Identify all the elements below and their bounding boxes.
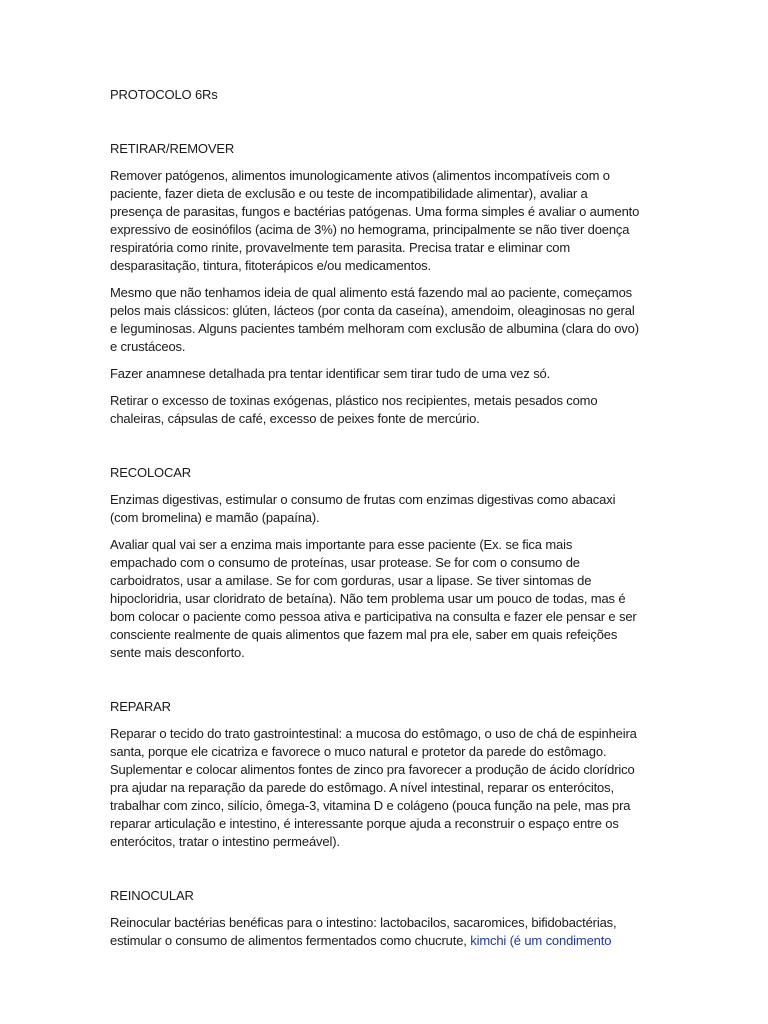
section-heading: REPARAR <box>110 699 171 714</box>
section-retirar-remover <box>110 140 640 428</box>
paragraph: Retirar o excesso de toxinas exógenas, plástico nos recipientes, metais pesados como chaleiras, cápsulas de café, excesso de peixes fonte de mercúrio. <box>110 393 598 426</box>
paragraph: Mesmo que não tenhamos ideia de qual alimento está fazendo mal ao paciente, começamos pelos mais clássicos: glúten, lácteos (por conta da caseína), amendoim, oleaginosas no geral e leguminosas. Alguns pacientes também melhoram com exclusão de albumina (clara do ovo) e crustáceos. <box>110 285 639 354</box>
section-reinocular <box>110 887 640 950</box>
document-page <box>110 86 640 959</box>
paragraph: Fazer anamnese detalhada pra tentar identificar sem tirar tudo de uma vez só. <box>110 366 551 381</box>
paragraph: Remover patógenos, alimentos imunologicamente ativos (alimentos incompatíveis com o paciente, fazer dieta de exclusão e ou teste de incompatibilidade alimentar), avaliar a presença de parasitas, fungos e bactérias patógenas. Uma forma simples é avaliar o aumento expressivo de eosinófilos (acima de 3%) no hemograma, principalmente se não tiver doença respiratória como rinite, provavelmente tem parasita. Precisa tratar e eliminar com desparasitação, tintura, fitoterápicos e/ou medicamentos. <box>110 168 640 273</box>
section-recolocar <box>110 464 640 662</box>
paragraph-text: Reinocular bactérias benéficas para o intestino: lactobacilos, sacaromices, bifidobactérias, estimular o consumo de alimentos fermentados como chucrute, <box>110 915 617 948</box>
paragraph: Avaliar qual vai ser a enzima mais importante para esse paciente (Ex. se fica mais empachado com o consumo de proteínas, usar protease. Se for com o consumo de carboidratos, usar a amilase. Se for com gorduras, usar a lipase. Se tiver sintomas de hipocloridria, usar cloridrato de betaína). Não tem problema usar um pouco de todas, mas é bom colocar o paciente como pessoa ativa e participativa na consulta e fazer ele pensar e ser consciente realmente de quais alimentos que fazem mal pra ele, saber em quais refeições sente mais desconforto. <box>110 537 637 660</box>
kimchi-link[interactable]: kimchi (é um condimento <box>470 933 612 948</box>
section-heading: RECOLOCAR <box>110 465 191 480</box>
paragraph: Reparar o tecido do trato gastrointestinal: a mucosa do estômago, o uso de chá de espinheira santa, porque ele cicatriza e favorece o muco natural e protetor da parede do estômago. Suplementar e colocar alimentos fontes de zinco pra favorecer a produção de ácido clorídrico pra ajudar na reparação da parede do estômago. A nível intestinal, reparar os enterócitos, trabalhar com zinco, silício, ômega-3, vitamina D e colágeno (pouca função na pele, mas pra reparar articulação e intestino, é interessante porque ajuda a reconstruir o espaço entre os enterócitos, tratar o intestino permeável). <box>110 726 637 849</box>
document-title: PROTOCOLO 6Rs <box>110 87 218 102</box>
paragraph: Enzimas digestivas, estimular o consumo de frutas com enzimas digestivas como abacaxi (com bromelina) e mamão (papaína). <box>110 492 616 525</box>
paragraph <box>110 914 640 950</box>
section-heading: REINOCULAR <box>110 888 194 903</box>
section-heading: RETIRAR/REMOVER <box>110 141 235 156</box>
section-reparar <box>110 698 640 851</box>
